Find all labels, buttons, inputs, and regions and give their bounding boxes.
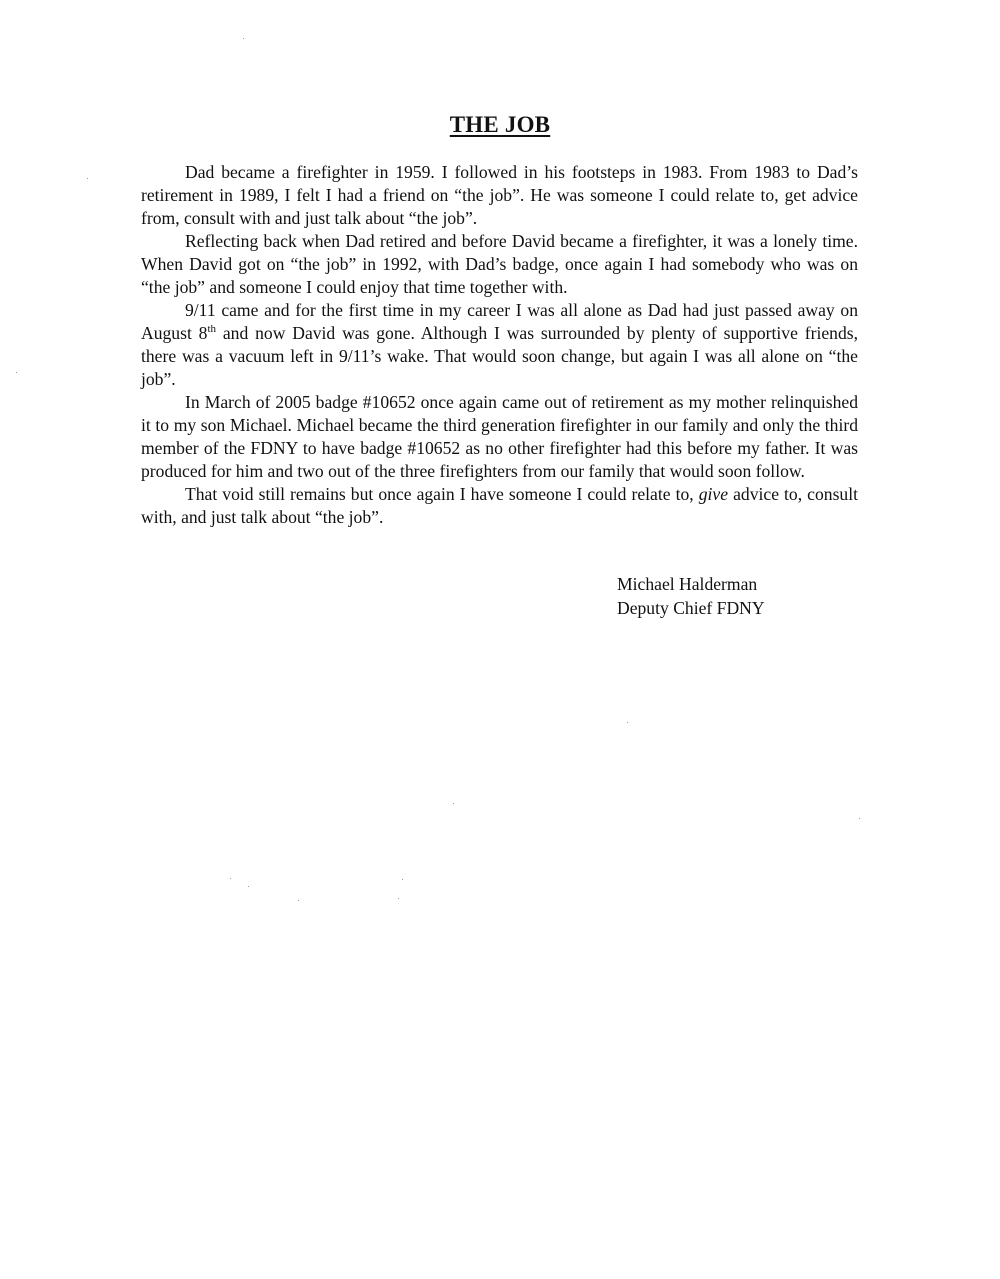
paragraph-5-text-a: That void still remains but once again I have someone I could relate to, bbox=[185, 484, 699, 504]
scan-speck bbox=[627, 722, 628, 723]
signature-block bbox=[617, 572, 765, 620]
scan-speck bbox=[16, 372, 17, 373]
paragraph-3-text-a: 9/11 came and for the first time in my career I was all alone as Dad had just passed away on August 8 bbox=[141, 300, 858, 343]
document-title: THE JOB bbox=[449, 112, 551, 137]
scan-speck bbox=[453, 803, 454, 804]
paragraph-3-text-b: and now David was gone. Although I was surrounded by plenty of supportive friends, there was a vacuum left in 9/11’s wake. That would soon change, but again I was all alone on “the job”. bbox=[141, 323, 858, 389]
scan-speck bbox=[298, 900, 299, 901]
paragraph-5 bbox=[141, 483, 858, 529]
signature-name: Michael Halderman bbox=[617, 574, 758, 594]
scan-speck bbox=[230, 878, 231, 879]
emphasized-word: give bbox=[698, 484, 729, 504]
scan-speck bbox=[402, 879, 403, 880]
ordinal-superscript: th bbox=[207, 323, 217, 336]
scan-speck bbox=[243, 38, 244, 39]
paragraph-3 bbox=[141, 299, 858, 391]
paragraph-2: Reflecting back when Dad retired and before David became a firefighter, it was a lonely time. When David got on “the job” in 1992, with Dad’s badge, once again I had somebody who was on “the job” and someone I could enjoy that time together with. bbox=[141, 231, 858, 297]
document-body bbox=[141, 161, 858, 529]
paragraph-1: Dad became a firefighter in 1959. I followed in his footsteps in 1983. From 1983 to Dad’s retirement in 1989, I felt I had a friend on “the job”. He was someone I could relate to, get advice from, consult with and just talk about “the job”. bbox=[141, 162, 858, 228]
paragraph-4: In March of 2005 badge #10652 once again came out of retirement as my mother relinquished it to my son Michael. Michael became the third generation firefighter in our family and only the third member of the FDNY to have badge #10652 as no other firefighter had this before my father. It was produced for him and two out of the three firefighters from our family that would soon follow. bbox=[141, 392, 858, 481]
paragraph-5-text-b: advice to, consult with, and just talk about “the job”. bbox=[141, 484, 858, 527]
scan-speck bbox=[248, 886, 249, 887]
scan-speck bbox=[398, 898, 399, 899]
scan-speck bbox=[859, 818, 860, 819]
scan-speck bbox=[87, 178, 88, 179]
signature-position: Deputy Chief FDNY bbox=[617, 598, 765, 618]
